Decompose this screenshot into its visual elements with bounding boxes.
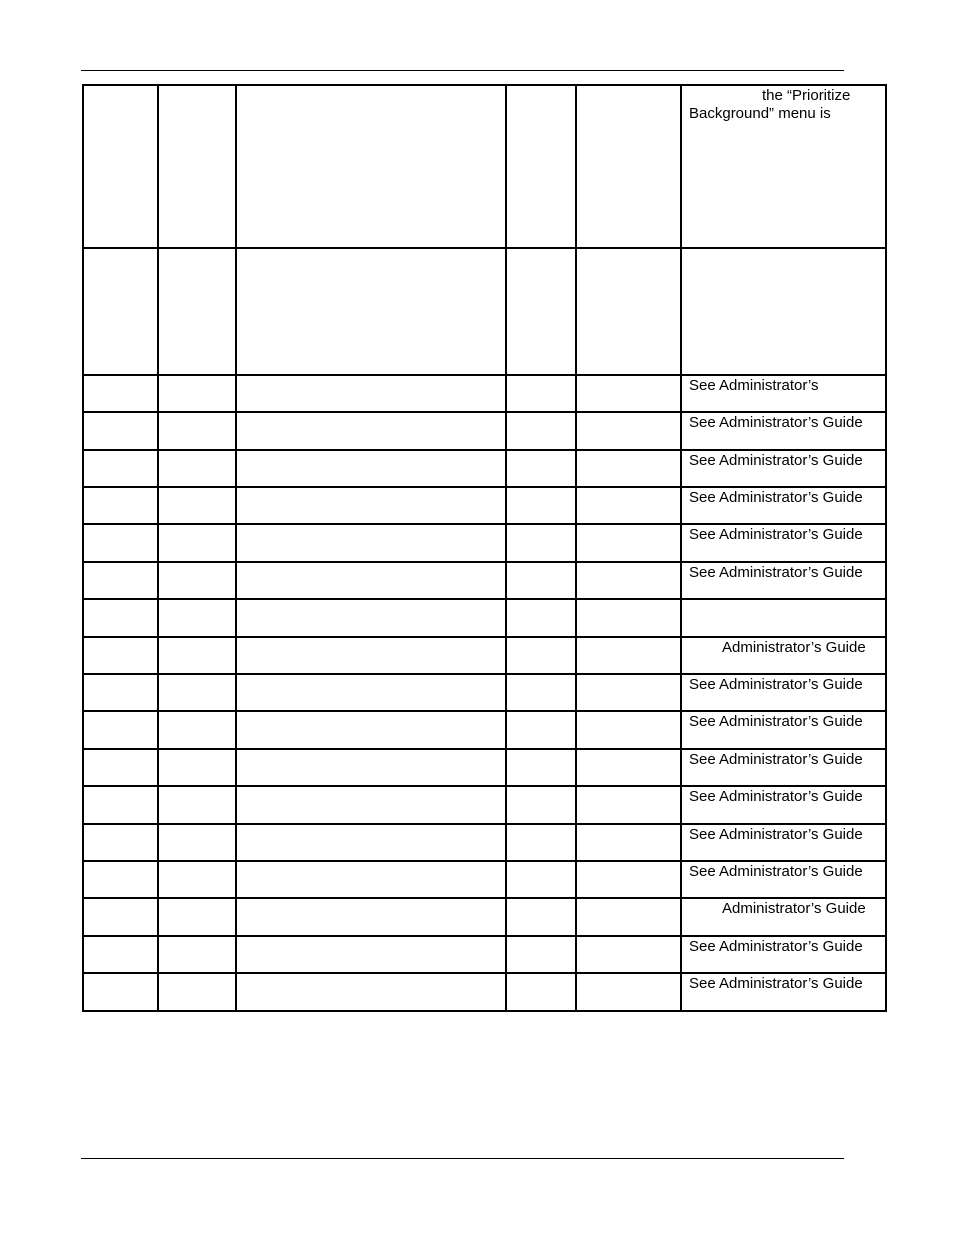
table-cell-col-4 <box>506 450 576 487</box>
table-cell-col-1 <box>83 412 158 450</box>
table-cell-col-3 <box>236 749 506 786</box>
table-cell-col-5 <box>576 450 681 487</box>
table-cell-col-3 <box>236 562 506 599</box>
notes-line: See Administrator’s Guide <box>689 452 863 469</box>
table-row <box>83 637 886 674</box>
table-cell-col-3 <box>236 674 506 711</box>
table-cell-col-5 <box>576 375 681 412</box>
table-row <box>83 85 886 248</box>
table-cell-col-4 <box>506 412 576 450</box>
table-cell-col-1 <box>83 898 158 936</box>
table-cell-col-1 <box>83 637 158 674</box>
table-cell-col-3 <box>236 599 506 637</box>
notes-line: Administrator’s Guide <box>722 639 866 656</box>
table-cell-col-5 <box>576 936 681 973</box>
notes-cell <box>681 248 886 375</box>
table-cell-col-2 <box>158 375 236 412</box>
table-cell-col-3 <box>236 861 506 898</box>
table-cell-col-1 <box>83 524 158 562</box>
table-cell-col-4 <box>506 487 576 524</box>
table-cell-col-4 <box>506 973 576 1011</box>
table-row <box>83 749 886 786</box>
table-row <box>83 524 886 562</box>
table-row <box>83 599 886 637</box>
table-cell-col-1 <box>83 973 158 1011</box>
notes-line: See Administrator’s Guide <box>689 975 863 992</box>
table-cell-col-1 <box>83 711 158 749</box>
table-cell-col-2 <box>158 936 236 973</box>
table-cell-col-2 <box>158 412 236 450</box>
table-cell-col-1 <box>83 674 158 711</box>
table-cell-col-2 <box>158 674 236 711</box>
table-cell-col-5 <box>576 487 681 524</box>
table-cell-col-4 <box>506 711 576 749</box>
table-row <box>83 786 886 824</box>
table-cell-col-2 <box>158 786 236 824</box>
table-cell-col-3 <box>236 85 506 248</box>
table-row <box>83 936 886 973</box>
table-cell-col-4 <box>506 375 576 412</box>
table-cell-col-5 <box>576 524 681 562</box>
table-row <box>83 898 886 936</box>
notes-cell <box>681 450 886 487</box>
table-cell-col-4 <box>506 562 576 599</box>
notes-cell <box>681 861 886 898</box>
table-cell-col-2 <box>158 487 236 524</box>
notes-line: See Administrator’s Guide <box>689 676 863 693</box>
table-cell-col-4 <box>506 674 576 711</box>
table-cell-col-3 <box>236 524 506 562</box>
table-cell-col-4 <box>506 248 576 375</box>
table-cell-col-1 <box>83 562 158 599</box>
table-row <box>83 711 886 749</box>
table-cell-col-2 <box>158 524 236 562</box>
table-cell-col-2 <box>158 248 236 375</box>
table-row <box>83 487 886 524</box>
footer-rule <box>81 1158 844 1159</box>
notes-line: See Administrator’s Guide <box>689 788 863 805</box>
table-cell-col-2 <box>158 85 236 248</box>
table-cell-col-5 <box>576 599 681 637</box>
table-cell-col-5 <box>576 248 681 375</box>
table-cell-col-4 <box>506 749 576 786</box>
table-cell-col-2 <box>158 599 236 637</box>
notes-line: See Administrator’s Guide <box>689 863 863 880</box>
table-cell-col-3 <box>236 637 506 674</box>
table-cell-col-2 <box>158 562 236 599</box>
table-cell-col-3 <box>236 375 506 412</box>
notes-cell <box>681 786 886 824</box>
notes-line: the “Prioritize <box>762 87 851 104</box>
notes-line: Administrator’s Guide <box>722 900 866 917</box>
table-cell-col-1 <box>83 786 158 824</box>
table-cell-col-3 <box>236 786 506 824</box>
table-cell-col-1 <box>83 749 158 786</box>
notes-line: See Administrator’s <box>689 377 819 394</box>
table-cell-col-2 <box>158 450 236 487</box>
notes-cell <box>681 674 886 711</box>
notes-cell <box>681 898 886 936</box>
table-body <box>83 85 886 1011</box>
table-cell-col-4 <box>506 898 576 936</box>
table-cell-col-5 <box>576 824 681 861</box>
table-cell-col-4 <box>506 824 576 861</box>
table-row <box>83 248 886 375</box>
notes-cell <box>681 749 886 786</box>
table-row <box>83 973 886 1011</box>
table-cell-col-4 <box>506 637 576 674</box>
table-cell-col-1 <box>83 936 158 973</box>
notes-line: See Administrator’s Guide <box>689 751 863 768</box>
notes-cell <box>681 711 886 749</box>
table-row <box>83 450 886 487</box>
header-rule <box>81 70 844 71</box>
table-cell-col-1 <box>83 487 158 524</box>
notes-cell <box>681 637 886 674</box>
table-cell-col-2 <box>158 824 236 861</box>
table-row <box>83 375 886 412</box>
notes-cell <box>681 824 886 861</box>
table-cell-col-4 <box>506 524 576 562</box>
table-cell-col-3 <box>236 824 506 861</box>
table-cell-col-3 <box>236 973 506 1011</box>
table-cell-col-3 <box>236 248 506 375</box>
table-cell-col-1 <box>83 85 158 248</box>
table-cell-col-5 <box>576 749 681 786</box>
table-cell-col-1 <box>83 861 158 898</box>
table-cell-col-2 <box>158 749 236 786</box>
data-table <box>82 84 887 1012</box>
notes-line: See Administrator’s Guide <box>689 564 863 581</box>
table-cell-col-1 <box>83 375 158 412</box>
notes-cell <box>681 562 886 599</box>
table-cell-col-2 <box>158 711 236 749</box>
notes-line: See Administrator’s Guide <box>689 489 863 506</box>
table-cell-col-5 <box>576 898 681 936</box>
notes-line: Background” menu is <box>689 105 831 122</box>
table-cell-col-5 <box>576 412 681 450</box>
table-cell-col-1 <box>83 599 158 637</box>
notes-line: See Administrator’s Guide <box>689 414 863 431</box>
notes-cell <box>681 85 886 248</box>
table-cell-col-3 <box>236 898 506 936</box>
table-cell-col-1 <box>83 824 158 861</box>
table-cell-col-2 <box>158 898 236 936</box>
table-cell-col-5 <box>576 562 681 599</box>
table-cell-col-3 <box>236 412 506 450</box>
notes-line: See Administrator’s Guide <box>689 938 863 955</box>
table-cell-col-5 <box>576 674 681 711</box>
notes-line: See Administrator’s Guide <box>689 826 863 843</box>
table-cell-col-3 <box>236 936 506 973</box>
table-cell-col-4 <box>506 85 576 248</box>
table-cell-col-3 <box>236 487 506 524</box>
table-cell-col-2 <box>158 637 236 674</box>
table-cell-col-5 <box>576 973 681 1011</box>
notes-cell <box>681 599 886 637</box>
notes-cell <box>681 375 886 412</box>
table-cell-col-3 <box>236 711 506 749</box>
table-cell-col-5 <box>576 85 681 248</box>
table-cell-col-4 <box>506 936 576 973</box>
notes-line: See Administrator’s Guide <box>689 713 863 730</box>
notes-cell <box>681 487 886 524</box>
table-row <box>83 674 886 711</box>
table-cell-col-4 <box>506 786 576 824</box>
table-row <box>83 412 886 450</box>
table-cell-col-1 <box>83 450 158 487</box>
table-cell-col-3 <box>236 450 506 487</box>
notes-cell <box>681 412 886 450</box>
table-cell-col-4 <box>506 599 576 637</box>
table-row <box>83 562 886 599</box>
table-cell-col-2 <box>158 973 236 1011</box>
notes-line: See Administrator’s Guide <box>689 526 863 543</box>
notes-cell <box>681 524 886 562</box>
table-cell-col-2 <box>158 861 236 898</box>
table-row <box>83 824 886 861</box>
table-cell-col-5 <box>576 711 681 749</box>
notes-cell <box>681 973 886 1011</box>
table-cell-col-1 <box>83 248 158 375</box>
table-cell-col-5 <box>576 861 681 898</box>
table-cell-col-5 <box>576 637 681 674</box>
table-row <box>83 861 886 898</box>
table-cell-col-4 <box>506 861 576 898</box>
notes-cell <box>681 936 886 973</box>
table-cell-col-5 <box>576 786 681 824</box>
